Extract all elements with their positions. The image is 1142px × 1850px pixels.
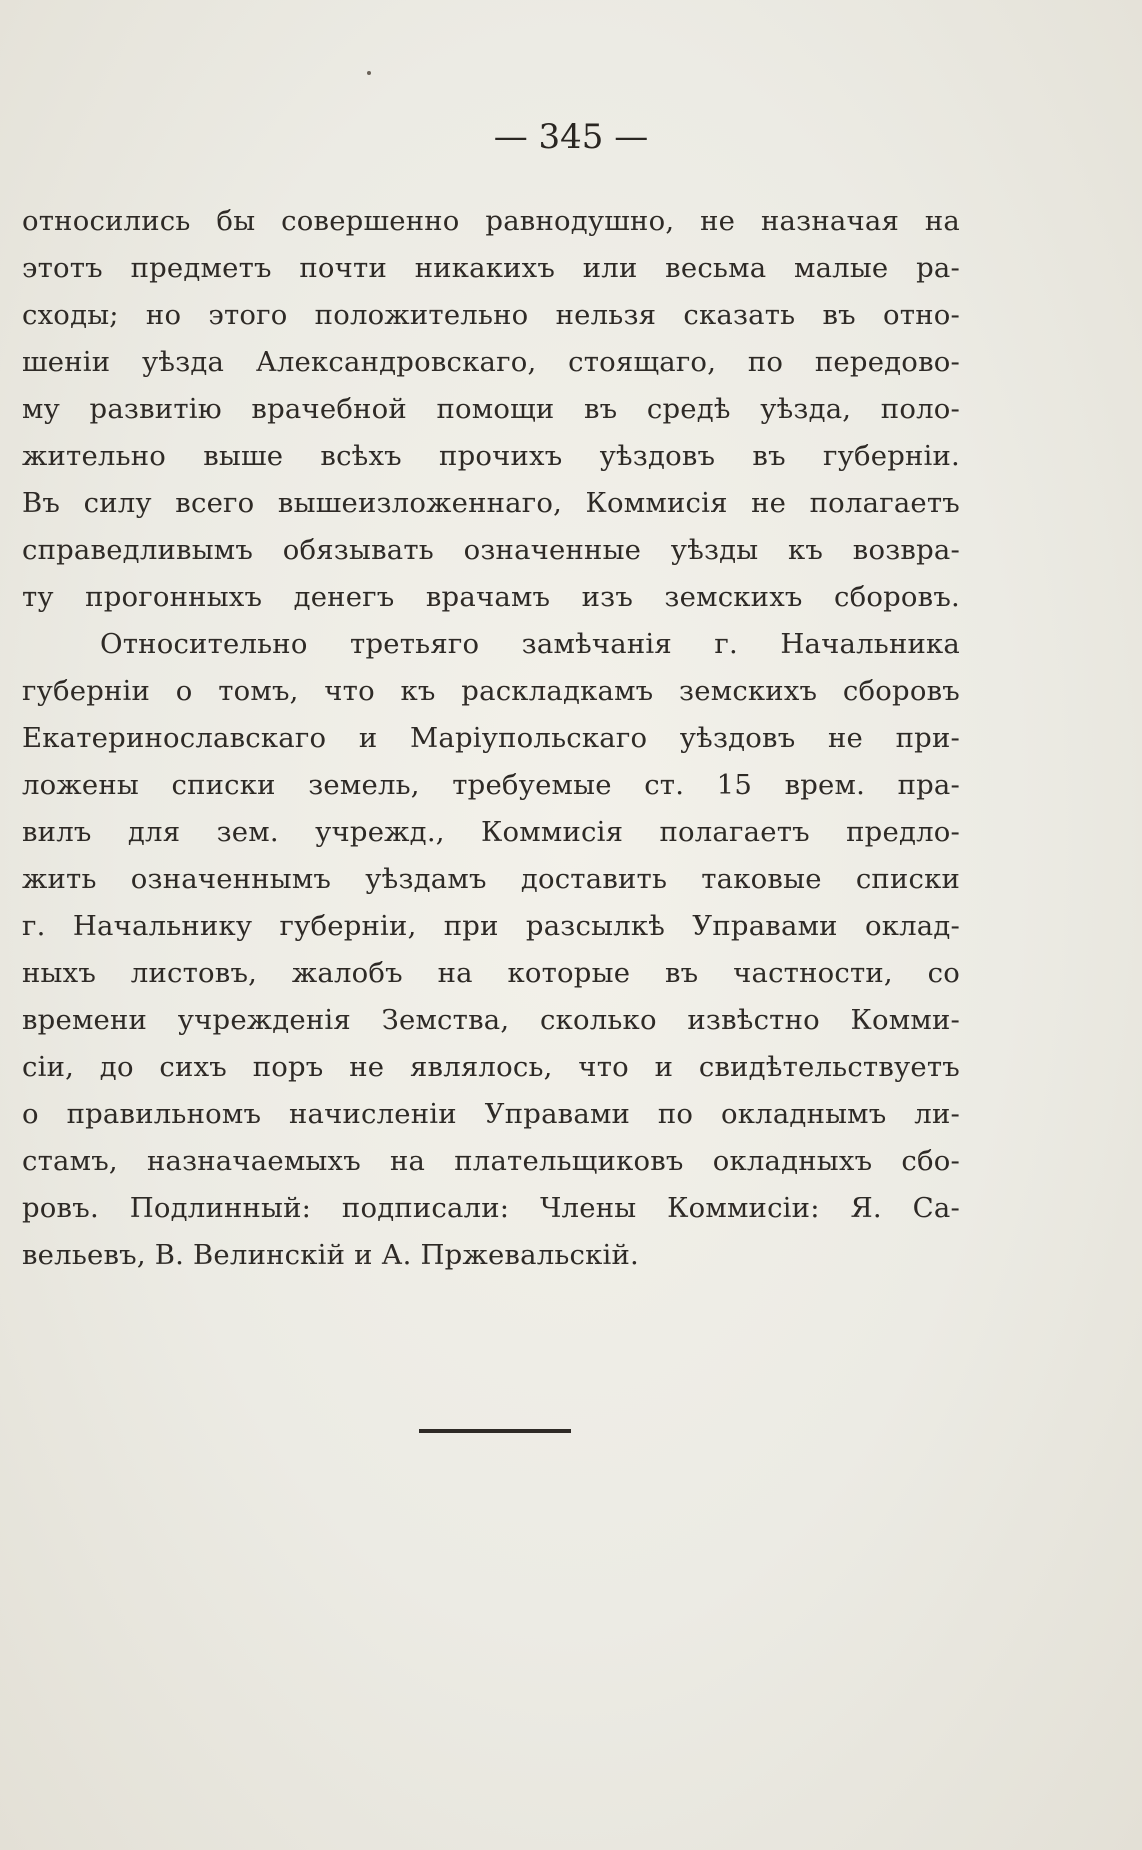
text-line: стамъ, назначаемыхъ на плательщиковъ окладныхъ сбо- [22,1145,960,1177]
page-number: — 345 — [493,117,649,157]
text-line: Въ силу всего вышеизложеннаго, Коммисія не полагаетъ [22,487,960,519]
text-line: жить означеннымъ уѣздамъ доставить таковые списки [22,863,960,895]
section-divider-rule [419,1429,571,1433]
text-line: этотъ предметъ почти никакихъ или весьма малые ра- [22,252,960,284]
text-line: времени учрежденія Земства, сколько извѣстно Комми- [22,1004,960,1036]
text-line: сіи, до сихъ поръ не являлось, что и свидѣтельствуетъ [22,1051,960,1083]
body-text [22,198,960,1279]
text-line: сходы; но этого положительно нельзя сказать въ отно- [22,299,960,331]
text-line: ровъ. Подлинный: подписали: Члены Коммисіи: Я. Са- [22,1192,960,1224]
ink-speck [367,71,371,75]
text-line: му развитію врачебной помощи въ средѣ уѣзда, поло- [22,393,960,425]
text-line: ныхъ листовъ, жалобъ на которые въ частности, со [22,957,960,989]
text-line: ту прогонныхъ денегъ врачамъ изъ земскихъ сборовъ. [22,581,960,613]
text-line: справедливымъ обязывать означенные уѣзды къ возвра- [22,534,960,566]
text-line: Екатеринославскаго и Маріупольскаго уѣздовъ не при- [22,722,960,754]
text-line: г. Начальнику губерніи, при разсылкѣ Управами оклад- [22,910,960,942]
text-line: относились бы совершенно равнодушно, не назначая на [22,205,960,237]
text-line: ложены списки земель, требуемые ст. 15 врем. пра- [22,769,960,801]
paragraph-start-line: Относительно третьяго замѣчанія г. Начальника [100,628,960,660]
text-line: шеніи уѣзда Александровскаго, стоящаго, по передово- [22,346,960,378]
text-line-last: вельевъ, В. Велинскій и А. Пржевальскій. [22,1239,640,1271]
text-line: о правильномъ начисленіи Управами по окладнымъ ли- [22,1098,960,1130]
text-line: жительно выше всѣхъ прочихъ уѣздовъ въ губерніи. [22,440,960,472]
text-line: вилъ для зем. учрежд., Коммисія полагаетъ предло- [22,816,960,848]
text-line: губерніи о томъ, что къ раскладкамъ земскихъ сборовъ [22,675,960,707]
